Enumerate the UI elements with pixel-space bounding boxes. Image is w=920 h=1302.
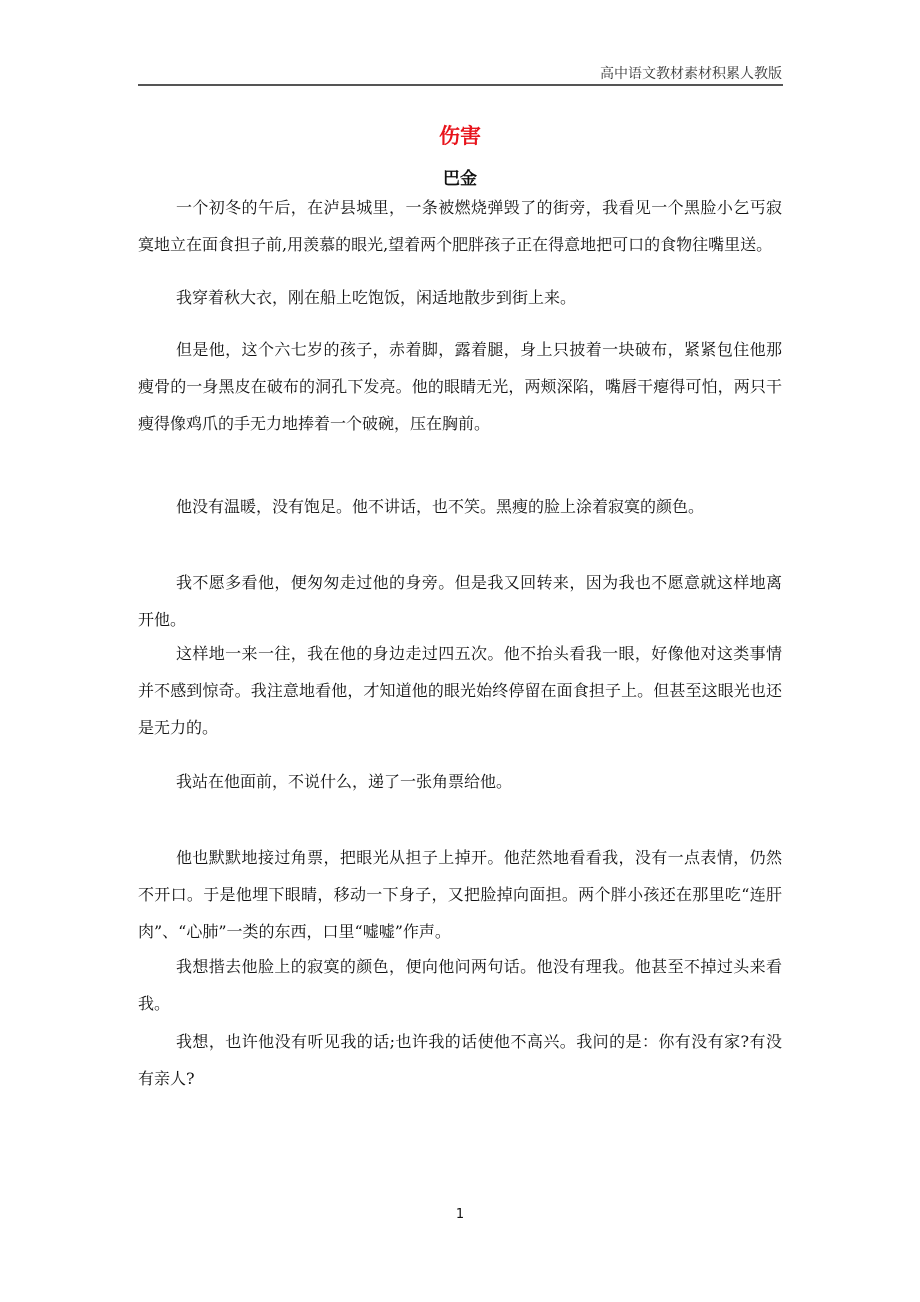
paragraph [138, 279, 782, 316]
text-line: 但是他，这个六七岁的孩子，赤着脚，露着腿，身上只披着一块破布，紧紧包住他那 [176, 340, 782, 359]
paragraph [138, 763, 782, 800]
paragraph [138, 635, 782, 746]
text-line: 是无力的。 [138, 718, 219, 737]
header-divider [138, 84, 783, 86]
paragraph [138, 948, 782, 1022]
paragraph [138, 839, 782, 950]
text-line: 我想，也许他没有听见我的话;也许我的话使他不高兴。我问的是：你有没有家?有没 [176, 1032, 782, 1051]
text-line: 不开口。于是他埋下眼睛，移动一下身子，又把脸掉向面担。两个胖小孩还在那里吃“连肝 [138, 885, 782, 904]
text-line: 瘦得像鸡爪的手无力地捧着一个破碗，压在胸前。 [138, 414, 491, 433]
text-line: 我想揩去他脸上的寂寞的颜色，便向他问两句话。他没有理我。他甚至不掉过头来看 [176, 957, 782, 976]
text-line: 我穿着秋大衣，刚在船上吃饱饭，闲适地散步到街上来。 [176, 288, 577, 307]
paragraph [138, 1023, 782, 1097]
page-number: 1 [455, 1207, 465, 1222]
text-line: 他没有温暖，没有饱足。他不讲话，也不笑。黑瘦的脸上涂着寂寞的颜色。 [176, 497, 705, 516]
text-line: 瘦骨的一身黑皮在破布的洞孔下发亮。他的眼睛无光，两颊深陷，嘴唇干瘪得可怕，两只干 [138, 377, 782, 396]
text-line: 并不感到惊奇。我注意地看他，才知道他的眼光始终停留在面食担子上。但甚至这眼光也还 [138, 681, 782, 700]
paragraph [138, 189, 782, 263]
running-header: 高中语文教材素材积累人教版 [600, 66, 782, 82]
text-line: 他也默默地接过角票，把眼光从担子上掉开。他茫然地看看我，没有一点表情，仍然 [176, 848, 782, 867]
text-line: 肉”、“心肺”一类的东西，口里“嘘嘘”作声。 [138, 922, 451, 941]
author-name: 巴金 [443, 169, 477, 189]
text-line: 我。 [138, 994, 171, 1013]
text-line: 一个初冬的午后，在泸县城里，一条被燃烧弹毁了的街旁，我看见一个黑脸小乞丐寂 [176, 198, 782, 217]
document-title: 伤害 [439, 124, 481, 148]
paragraph [138, 564, 782, 638]
text-line: 这样地一来一往，我在他的身边走过四五次。他不抬头看我一眼，好像他对这类事情 [176, 644, 782, 663]
paragraph [138, 331, 782, 442]
text-line: 寞地立在面食担子前,用羡慕的眼光,望着两个肥胖孩子正在得意地把可口的食物往嘴里送。 [138, 235, 773, 254]
paragraph [138, 488, 782, 525]
text-line: 我不愿多看他，便匆匆走过他的身旁。但是我又回转来，因为我也不愿意就这样地离 [176, 573, 782, 592]
text-line: 有亲人? [138, 1069, 195, 1088]
text-line: 开他。 [138, 610, 187, 629]
text-line: 我站在他面前，不说什么，递了一张角票给他。 [176, 772, 513, 791]
